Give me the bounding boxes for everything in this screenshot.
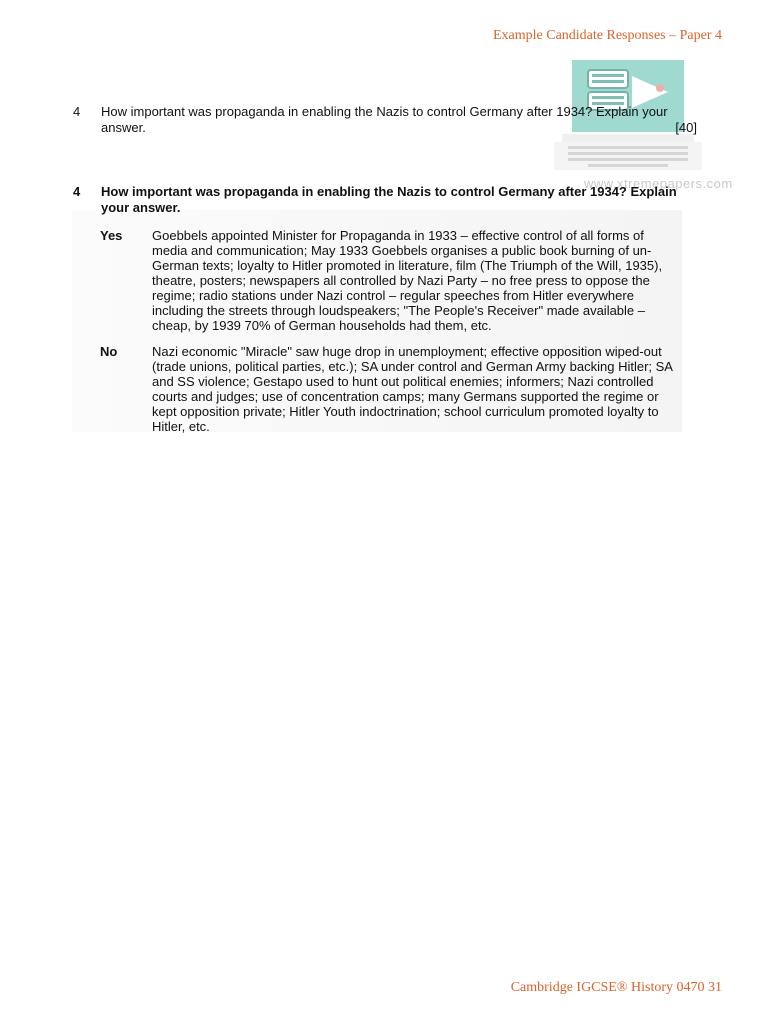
page-footer: Cambridge IGCSE® History 0470 31 bbox=[510, 980, 722, 995]
yes-section bbox=[100, 228, 680, 333]
yes-text: Goebbels appointed Minister for Propaganda in 1933 – effective control of all forms of media and communication; May 1933 Goebbels organises a public book burning of un-German texts; loyalty to Hitler promoted in literature, film (The Triumph of the Will, 1935), theatre, posters; newspapers all controlled by Nazi Party – no free press to oppose the regime; radio stations under Nazi control – regular speeches from Hitler everywhere including the streets through loudspeakers; "The People's Receiver" made available – cheap, by 1939 70% of German households had them, etc. bbox=[152, 228, 663, 333]
no-text: Nazi economic "Miracle" saw huge drop in unemployment; effective opposition wiped-out (trade unions, political parties, etc.); SA under control and German Army backing Hitler; SA and SS violence; Gestapo used to hunt out political enemies; informers; Nazi controlled courts and judges; use of concentration camps; many Germans supported the regime or kept opposition private; Hitler Youth indoctrination; school curriculum promoted loyalty to Hitler, etc. bbox=[152, 344, 673, 434]
mark-scheme-number: 4 bbox=[73, 184, 81, 199]
exam-question bbox=[73, 104, 697, 136]
page-header: Example Candidate Responses – Paper 4 bbox=[492, 28, 722, 43]
mark-scheme-question-text: How important was propaganda in enabling the Nazis to control Germany after 1934? Explain your answer. bbox=[101, 184, 677, 215]
question-text: How important was propaganda in enabling the Nazis to control Germany after 1934? Explain your answer. bbox=[101, 104, 668, 135]
yes-label: Yes bbox=[100, 228, 123, 243]
question-number: 4 bbox=[73, 104, 81, 119]
no-section bbox=[100, 344, 680, 434]
watermark-text: www.xtremepapers.com bbox=[584, 176, 733, 191]
mark-scheme-question bbox=[73, 184, 697, 216]
question-marks: [40] bbox=[675, 120, 697, 135]
no-label: No bbox=[100, 344, 118, 359]
